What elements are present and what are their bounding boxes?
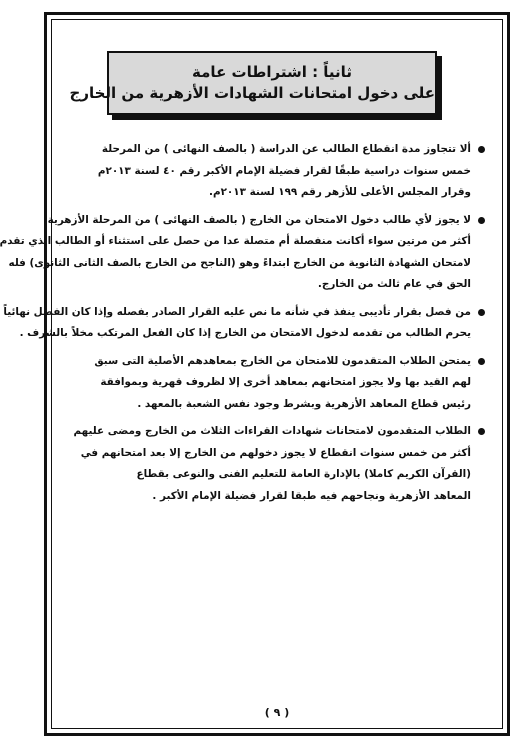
condition-2-line-1: لا يجوز لأي طالب دخول الامتحان من الخارج ( بالصف النهائى ) من المرحلة الأزهرية xyxy=(47,213,471,226)
condition-2-line-2: أكثر من مرتين سواء أكانت منفصلة أم متصلة عدا من حصل على استثناء أو الطالب الذي تقدم xyxy=(0,235,471,247)
condition-item-2 xyxy=(0,210,485,296)
condition-2-line-4: الحق في عام ثالث من الخارج. xyxy=(317,278,471,290)
document-page xyxy=(0,12,510,736)
condition-item-3 xyxy=(3,302,485,345)
condition-1-line-2: خمس سنوات دراسية طبقًا لقرار فضيلة الإمام الأكبر رقم ٤٠ لسنة ٢٠١٣م xyxy=(97,164,471,177)
condition-item-5 xyxy=(67,421,485,507)
condition-4-line-3: رئيس قطاع المعاهد الأزهرية وبشرط وجود نفس الشعبة بالمعهد . xyxy=(137,397,471,410)
section-title-line-1: ثانياً : اشتراطات عامة xyxy=(192,63,352,81)
condition-5-line-1: الطلاب المتقدمون لامتحانات شهادات القراءات الثلاث من الخارج ومضى عليهم xyxy=(73,425,471,437)
section-title-box xyxy=(69,51,437,115)
bullet-icon xyxy=(478,428,485,435)
condition-4-line-1: يمتحن الطلاب المتقدمون للامتحان من الخارج بمعاهدهم الأصلية التى سبق xyxy=(94,354,471,367)
condition-item-4 xyxy=(67,351,485,416)
condition-item-1 xyxy=(67,139,485,204)
conditions-list xyxy=(0,139,485,513)
condition-2-line-3: لامتحان الشهادة الثانوية من الخارج ابتداءً وهو (الناجح من الخارج بالصف الثانى الثانوى) فله xyxy=(8,256,471,269)
section-title-line-2: على دخول امتحانات الشهادات الأزهرية من الخارج xyxy=(69,84,435,102)
condition-3-line-2: يحرم الطالب من تقدمه لدخول الامتحان من الخارج إذا كان الفعل المرتكب مخلاً بالشرف . xyxy=(19,327,471,339)
condition-3-line-1: من فصل بقرار تأديبى ينفذ في شأنه ما نص عليه القرار الصادر بفصله وإذا كان الفصل نهائياً xyxy=(3,305,471,318)
condition-5-line-3: (القرآن الكريم كاملا) بالإدارة العامة للتعليم الفنى والنوعى بقطاع xyxy=(136,468,471,480)
bullet-icon xyxy=(478,217,485,224)
condition-5-line-2: أكثر من خمس سنوات انقطاع لا يجوز دخولهم من الخارج إلا بعد امتحانهم في xyxy=(80,446,471,459)
condition-1-line-1: ألا تتجاوز مدة انقطاع الطالب عن الدراسة ( بالصف النهائى ) من المرحلة xyxy=(101,143,471,155)
bullet-icon xyxy=(478,358,485,365)
bullet-icon xyxy=(478,309,485,316)
bullet-icon xyxy=(478,146,485,153)
condition-4-line-2: لهم القيد بها ولا يجوز امتحانهم بمعاهد أخرى إلا لظروف قهرية وبموافقة xyxy=(100,376,471,388)
page-number: ( ٩ ) xyxy=(264,706,290,719)
condition-5-line-4: المعاهد الأزهرية ونجاحهم فيه طبقا لقرار فضيلة الإمام الأكبر . xyxy=(152,489,471,502)
condition-1-line-3: وقرار المجلس الأعلى للأزهر رقم ١٩٩ لسنة ٢٠١٣م. xyxy=(209,186,471,198)
